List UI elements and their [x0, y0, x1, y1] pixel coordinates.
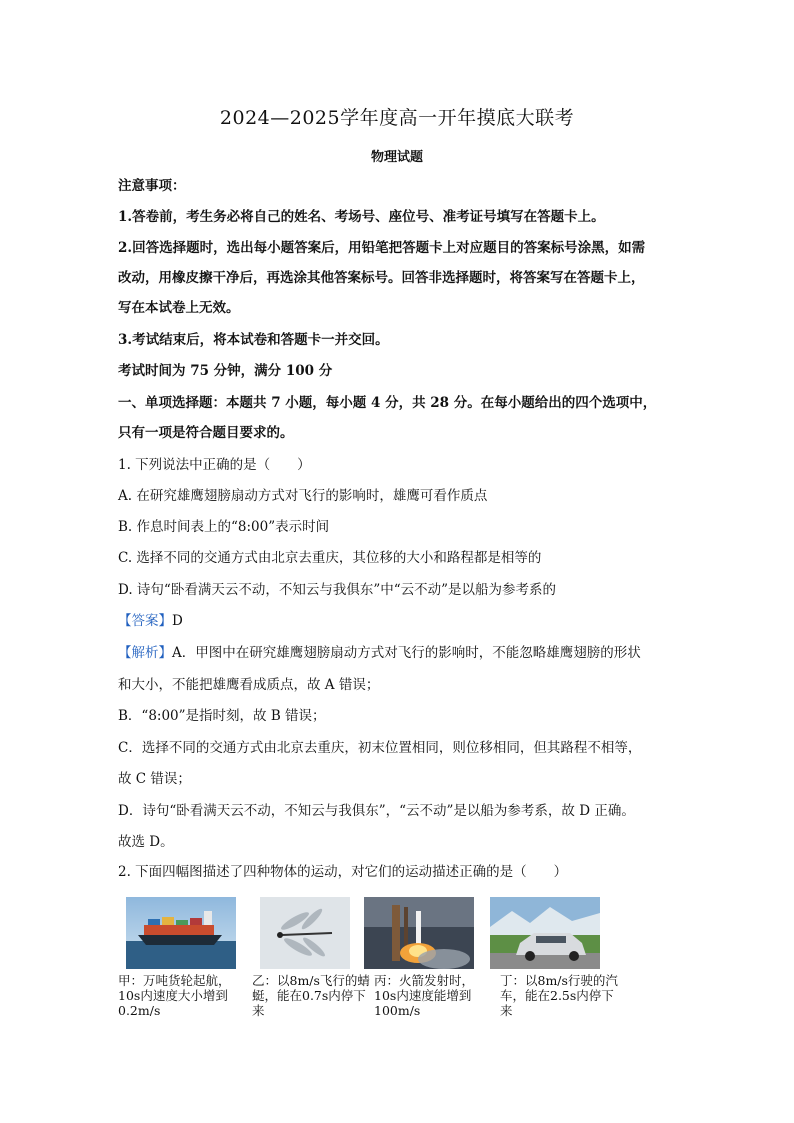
- caption-jia: 甲：万吨货轮起航，10s内速度大小增到0.2m/s: [118, 973, 231, 1018]
- exam-subtitle: 物理试题: [370, 150, 423, 165]
- notice-item-3: 3.考试结束后，将本试卷和答题卡一并交回。: [118, 332, 389, 348]
- notice-item-1: 1.答卷前，考生务必将自己的姓名、考场号、座位号、准考证号填写在答题卡上。: [118, 209, 605, 225]
- exam-time: 考试时间为 75 分钟，满分 100 分: [118, 363, 333, 379]
- q1-analysis-line-3: B．“8:00”是指时刻，故 B 错误；: [118, 708, 326, 724]
- q1-analysis-line-4: C．选择不同的交通方式由北京去重庆，初末位置相同，则位移相同，但其路程不相等，: [118, 740, 642, 756]
- dragonfly-image: [260, 897, 370, 969]
- notice-item-2-line-1: 2.回答选择题时，选出每小题答案后，用铅笔把答题卡上对应题目的答案标号涂黑，如需: [118, 240, 646, 256]
- q1-analysis-line-2: 和大小，不能把雄鹰看成质点，故 A 错误；: [118, 677, 380, 693]
- q1-analysis-line-6: D．诗句“卧看满天云不动，不知云与我俱东”，“云不动”是以船为参考系，故 D 正确。: [118, 803, 635, 819]
- q1-analysis-line-7: 故选 D。: [118, 834, 174, 850]
- q1-answer: [118, 611, 678, 631]
- section-1-line-2: 只有一项是符合题目要求的。: [118, 425, 294, 441]
- section-1-line-1: 一、单项选择题：本题共 7 小题，每小题 4 分，共 28 分。在每小题给出的四个选项中，: [118, 395, 657, 411]
- notice-item-2-line-2: 改动，用橡皮擦干净后，再选涂其他答案标号。回答非选择题时，将答案写在答题卡上，: [118, 270, 645, 286]
- car-image: [490, 897, 600, 969]
- q1-stem: 1. 下列说法中正确的是（ ）: [118, 457, 311, 473]
- answer-value: D: [172, 613, 183, 629]
- q2-figure-row: [118, 897, 618, 1027]
- cargo-ship-image: [126, 897, 236, 969]
- analysis-tag: 【解析】: [118, 645, 172, 661]
- q2-stem: 2. 下面四幅图描述了四种物体的运动，对它们的运动描述正确的是（ ）: [118, 864, 568, 880]
- notice-heading: 注意事项：: [118, 178, 186, 194]
- analysis-text: A．甲图中在研究雄鹰翅膀扇动方式对飞行的影响时，不能忽略雄鹰翅膀的形状: [172, 645, 641, 661]
- rocket-launch-image: [364, 897, 474, 969]
- caption-yi: 乙：以8m/s飞行的蜻蜓，能在0.7s内停下来: [252, 973, 370, 1018]
- q1-option-d: D. 诗句“卧看满天云不动，不知云与我俱东”中“云不动”是以船为参考系的: [118, 582, 557, 598]
- answer-tag: 【答案】: [118, 613, 172, 629]
- q1-analysis-line-5: 故 C 错误；: [118, 771, 191, 787]
- notice-item-2-line-3: 写在本试卷上无效。: [118, 300, 240, 316]
- exam-title: 2024—2025学年度高一开年摸底大联考: [219, 107, 575, 129]
- q1-option-a: A. 在研究雄鹰翅膀扇动方式对飞行的影响时，雄鹰可看作质点: [118, 488, 488, 504]
- q1-option-b: B. 作息时间表上的“8:00”表示时间: [118, 519, 330, 535]
- caption-ding: 丁：以8m/s行驶的汽车，能在2.5s内停下来: [500, 973, 618, 1018]
- q1-option-c: C. 选择不同的交通方式由北京去重庆，其位移的大小和路程都是相等的: [118, 550, 542, 566]
- q1-analysis-line-1: [118, 643, 678, 663]
- caption-bing: 丙：火箭发射时，10s内速度能增到100m/s: [374, 973, 475, 1018]
